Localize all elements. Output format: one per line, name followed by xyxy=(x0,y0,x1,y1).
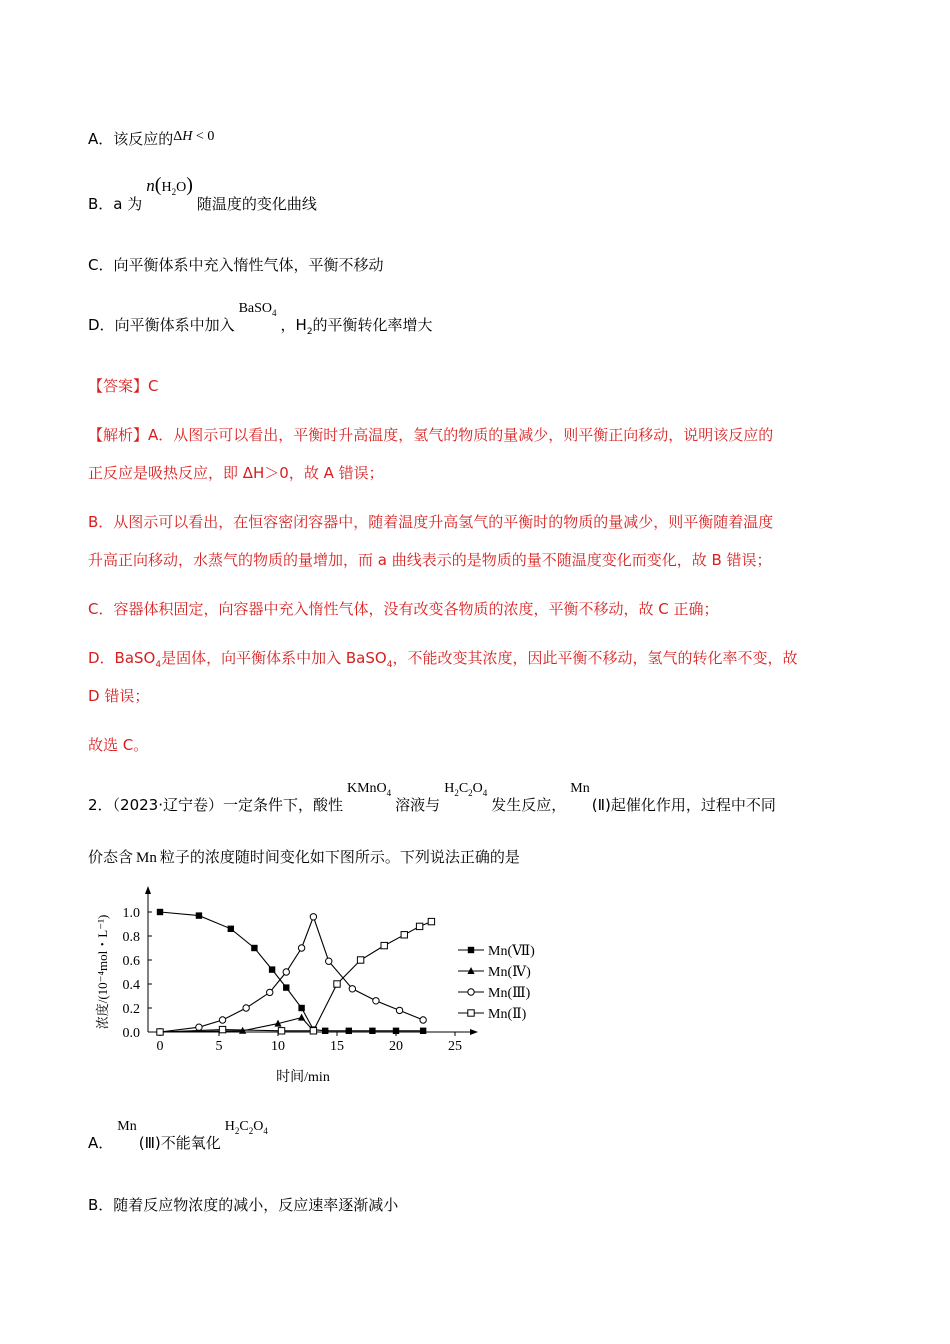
analysis-final: 故选 C。 xyxy=(88,736,149,754)
data-point-s2 xyxy=(298,945,304,951)
legend-label-0: Mn(Ⅶ) xyxy=(488,944,535,959)
legend-label-1: Mn(Ⅳ) xyxy=(488,965,531,980)
data-point-s3 xyxy=(219,1026,225,1032)
n-h2o-formula: $n(H_2O)$ xyxy=(146,174,193,197)
y-tick-label: 0.0 xyxy=(122,1026,140,1041)
analysis-d-line1: D．BaSO$_4$是固体，向平衡体系中加入 BaSO$_4$，不能改变其浓度，因此平衡不移动，氢气的转化率不变，故 xyxy=(88,649,798,670)
data-point-s0 xyxy=(228,926,234,932)
y-tick-label: 0.2 xyxy=(122,1002,140,1017)
q1-option-b: B．a 为$n(H_2O)$随温度的变化曲线 xyxy=(88,174,317,213)
x-tick-label: 0 xyxy=(156,1039,164,1054)
x-tick-label: 10 xyxy=(271,1039,285,1054)
analysis-a-line2: 正反应是吸热反应，即 ΔH＞0，故 A 错误； xyxy=(88,464,384,482)
data-point-s0 xyxy=(420,1028,426,1034)
data-point-s0 xyxy=(393,1028,399,1034)
legend-marker-2 xyxy=(468,989,474,995)
data-point-s0 xyxy=(283,984,289,990)
h2c2o4-formula-a: $H_2C_2O_4$ xyxy=(224,1119,268,1136)
data-point-s0 xyxy=(269,966,275,972)
legend-marker-3 xyxy=(468,1010,474,1016)
q1-option-d: D．向平衡体系中加入BaSO$_4$，$H_2$的平衡转化率增大 xyxy=(88,301,433,337)
analysis-c-line: C．容器体积固定，向容器中充入惰性气体，没有改变各物质的浓度，平衡不移动，故 C 正确； xyxy=(88,600,719,618)
analysis-b-line2: 升高正向移动，水蒸气的物质的量增加，而 a 曲线表示的是物质的量不随温度变化而变化，故 B 错误； xyxy=(88,551,772,569)
analysis-d-line2: D 错误； xyxy=(88,687,150,705)
data-point-s0 xyxy=(157,909,163,915)
data-point-s2 xyxy=(196,1024,202,1030)
data-point-s2 xyxy=(349,986,355,992)
q2-option-b: B．随着反应物浓度的减小，反应速率逐渐减小 xyxy=(88,1196,399,1214)
y-axis-label: 浓度/(10⁻⁴mol・L⁻¹) xyxy=(95,914,110,1030)
y-tick-label: 0.8 xyxy=(122,930,140,945)
data-point-s0 xyxy=(196,912,202,918)
data-point-s2 xyxy=(267,989,273,995)
data-point-s0 xyxy=(369,1028,375,1034)
q2-stem-line1: 2．（2023·辽宁卷）一定条件下，酸性KMnO$_4$溶液与$H_2C_2O_4$发生反应，Mn(Ⅱ)起催化作用，过程中不同 xyxy=(88,781,776,814)
data-point-s2 xyxy=(310,914,316,920)
data-point-s0 xyxy=(251,945,257,951)
y-tick-label: 1.0 xyxy=(122,906,140,921)
analysis-a-line1: 【解析】A．从图示可以看出，平衡时升高温度，氢气的物质的量减少，则平衡正向移动，说明该反应的 xyxy=(88,426,774,444)
data-point-s3 xyxy=(310,1028,316,1034)
x-axis-arrow xyxy=(470,1029,478,1035)
legend-label-2: Mn(Ⅲ) xyxy=(488,986,531,1001)
x-axis-label: 时间/min xyxy=(276,1070,330,1085)
q2-option-a: A．Mn(Ⅲ)不能氧化$H_2C_2O_4$ xyxy=(88,1119,268,1152)
x-tick-label: 20 xyxy=(389,1039,403,1054)
mn-formula: Mn xyxy=(570,781,590,796)
legend-marker-0 xyxy=(468,947,474,953)
delta-h-formula: ΔH < 0 xyxy=(173,129,215,144)
data-point-s2 xyxy=(283,969,289,975)
baso4-formula: BaSO$_4$ xyxy=(238,301,277,318)
answer: 【答案】C xyxy=(88,377,159,395)
y-tick-label: 0.4 xyxy=(122,978,140,993)
data-point-s3 xyxy=(428,918,434,924)
kmno4-formula: KMnO$_4$ xyxy=(347,781,392,798)
y-tick-label: 0.6 xyxy=(122,954,140,969)
x-tick-label: 25 xyxy=(448,1039,462,1054)
data-point-s3 xyxy=(157,1029,163,1035)
data-point-s2 xyxy=(326,958,332,964)
h2c2o4-formula: $H_2C_2O_4$ xyxy=(444,781,488,798)
x-tick-label: 5 xyxy=(215,1039,223,1054)
analysis-b-line1: B．从图示可以看出，在恒容密闭容器中，随着温度升高氢气的平衡时的物质的量减少，则平衡随着温度 xyxy=(88,513,774,531)
y-axis-arrow xyxy=(145,886,151,894)
data-point-s1 xyxy=(298,1014,305,1021)
q1-option-a: A．该反应的ΔH < 0 xyxy=(88,129,215,148)
data-point-s0 xyxy=(346,1028,352,1034)
data-point-s3 xyxy=(334,981,340,987)
data-point-s0 xyxy=(298,1005,304,1011)
q1-option-c: C．向平衡体系中充入惰性气体，平衡不移动 xyxy=(88,256,384,274)
series-line-3 xyxy=(160,922,431,1032)
x-tick-label: 15 xyxy=(330,1039,344,1054)
data-point-s3 xyxy=(381,942,387,948)
data-point-s2 xyxy=(396,1007,402,1013)
data-point-s3 xyxy=(416,923,422,929)
legend-label-3: Mn(Ⅱ) xyxy=(488,1007,527,1022)
data-point-s2 xyxy=(219,1017,225,1023)
data-point-s3 xyxy=(278,1028,284,1034)
data-point-s0 xyxy=(322,1028,328,1034)
data-point-s3 xyxy=(401,932,407,938)
data-point-s2 xyxy=(243,1005,249,1011)
series-line-2 xyxy=(160,917,423,1032)
data-point-s2 xyxy=(420,1017,426,1023)
series-line-0 xyxy=(160,912,423,1031)
concentration-time-chart xyxy=(88,880,568,1090)
data-point-s3 xyxy=(357,957,363,963)
q2-stem-line2: 价态含 Mn 粒子的浓度随时间变化如下图所示。下列说法正确的是 xyxy=(88,848,520,866)
data-point-s2 xyxy=(373,998,379,1004)
mn-formula-a: Mn xyxy=(117,1119,137,1134)
